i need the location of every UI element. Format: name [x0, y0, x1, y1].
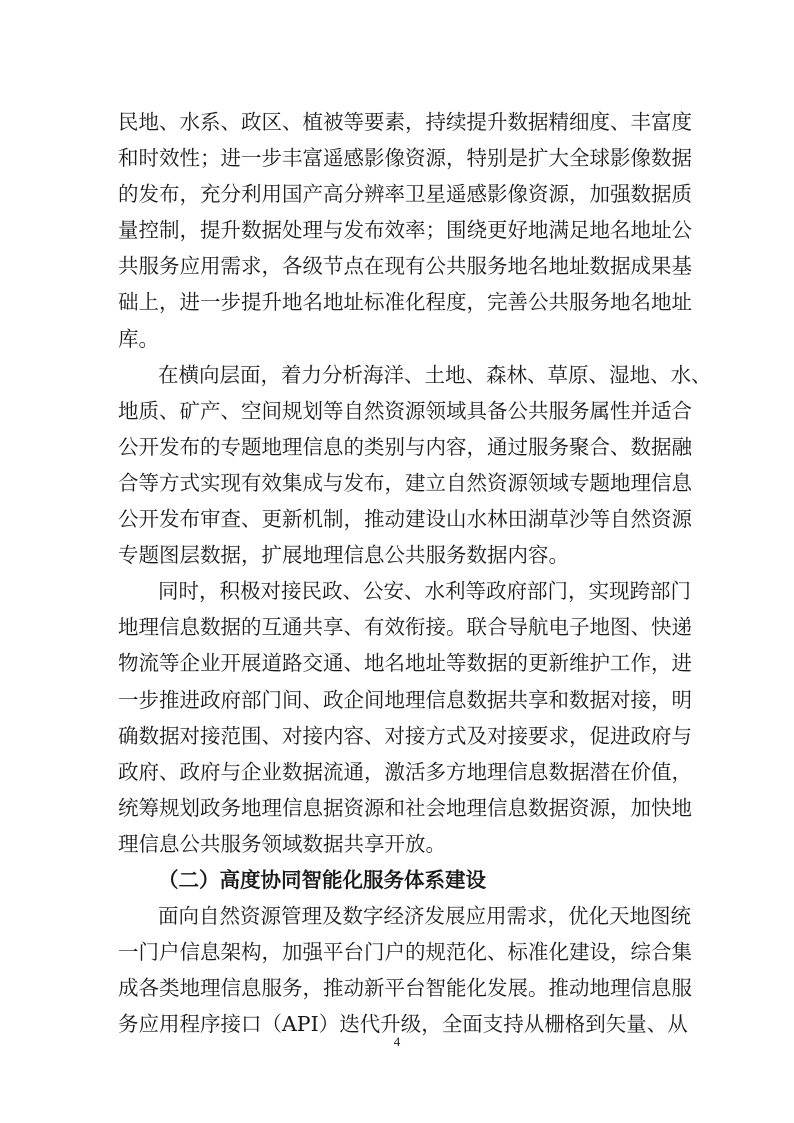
- text-line: 一门户信息架构，加强平台门户的规范化、标准化建设，综合集: [118, 940, 692, 965]
- text-line: 共服务应用需求，各级节点在现有公共服务地名地址数据成果基: [118, 254, 692, 279]
- text-line: 同时，积极对接民政、公安、水利等政府部门，实现跨部门: [158, 579, 691, 604]
- text-line: 础上，进一步提升地名地址标准化程度，完善公共服务地名地址: [118, 290, 692, 315]
- text-line: 物流等企业开展道路交通、地名地址等数据的更新维护工作，进: [118, 651, 692, 676]
- paragraph-3: [118, 573, 692, 862]
- text-line: 面向自然资源管理及数字经济发展应用需求，优化天地图统: [158, 904, 691, 929]
- text-line: 一步推进政府部门间、政企间地理信息数据共享和数据对接，明: [118, 687, 692, 712]
- text-line: 和时效性；进一步丰富遥感影像资源，特别是扩大全球影像数据: [118, 146, 692, 171]
- text-line: 确数据对接范围、对接内容、对接方式及对接要求，促进政府与: [118, 723, 692, 748]
- text-line: 的发布，充分利用国产高分辨率卫星遥感影像资源，加强数据质: [118, 182, 692, 207]
- text-line: 合等方式实现有效集成与发布，建立自然资源领域专题地理信息: [118, 470, 692, 495]
- text-line: 政府、政府与企业数据流通，激活多方地理信息数据潜在价值，: [118, 759, 692, 784]
- text-line: 在横向层面，着力分析海洋、土地、森林、草原、湿地、水、: [158, 362, 712, 387]
- text-line: 地质、矿产、空间规划等自然资源领域具备公共服务属性并适合: [118, 398, 692, 423]
- text-line: 成各类地理信息服务，推动新平台智能化发展。推动地理信息服: [118, 976, 692, 1001]
- document-body: [118, 104, 712, 1042]
- text-line: 公开发布审查、更新机制，推动建设山水林田湖草沙等自然资源: [118, 507, 692, 532]
- paragraph-4: [118, 898, 692, 1042]
- text-line: 理信息公共服务领域数据共享开放。: [118, 831, 446, 856]
- text-line: 公开发布的专题地理信息的类别与内容，通过服务聚合、数据融: [118, 434, 692, 459]
- text-line: 地理信息数据的互通共享、有效衔接。联合导航电子地图、快递: [118, 615, 692, 640]
- paragraph-2: [118, 357, 712, 574]
- text-line: 统筹规划政务地理信息据资源和社会地理信息数据资源，加快地: [118, 795, 692, 820]
- text-line: 专题图层数据，扩展地理信息公共服务数据内容。: [118, 543, 569, 568]
- page-number: 4: [393, 1034, 401, 1049]
- section-heading: （二）高度协同智能化服务体系建设: [158, 867, 486, 892]
- paragraph-1: [118, 104, 692, 357]
- text-line: 库。: [118, 326, 159, 351]
- text-line: 量控制，提升数据处理与发布效率；围绕更好地满足地名地址公: [118, 218, 692, 243]
- text-line: 务应用程序接口（API）迭代升级，全面支持从栅格到矢量、从: [118, 1012, 688, 1037]
- text-line: 民地、水系、政区、植被等要素，持续提升数据精细度、丰富度: [118, 110, 692, 134]
